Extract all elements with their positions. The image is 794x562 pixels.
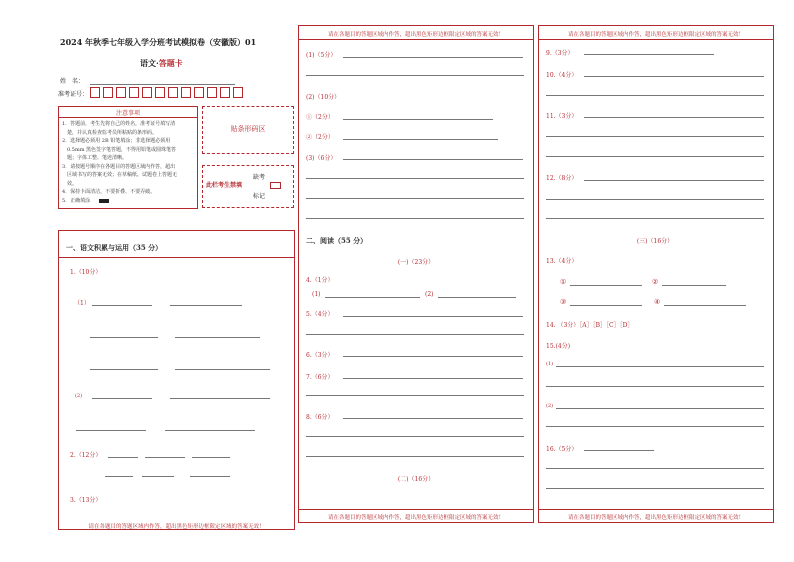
warning-top: 请在各题目的答题区域内作答，超出黑色矩形边框限定区域的答案无效！ — [327, 32, 504, 38]
q6-label: 6.（3分） — [306, 352, 334, 359]
answer-line[interactable] — [546, 136, 764, 137]
answer-line[interactable] — [165, 430, 255, 431]
answer-line[interactable] — [556, 366, 764, 367]
q11-label: 11.（3分） — [546, 113, 578, 120]
q9-label: 9.（3分） — [546, 50, 574, 57]
barcode-label: 贴条形码区 — [230, 125, 266, 133]
part-2-title: (二)（16分） — [397, 476, 435, 483]
answer-line[interactable] — [546, 95, 764, 96]
answer-line[interactable] — [192, 457, 230, 458]
q10-label: 10.（4分） — [546, 72, 578, 79]
note-line: 题；字体工整、笔迹清晰。 — [62, 155, 128, 161]
answer-line[interactable] — [570, 285, 642, 286]
note-line: 效。 — [62, 180, 78, 187]
note-line: 4．保持卡面清洁，不要折叠、不要弄破。 — [62, 189, 156, 195]
q3-label: 3.（13分） — [70, 497, 102, 504]
note-line: 3．请按题号顺序在各题目的答题区域内作答，超出 — [62, 163, 176, 170]
answer-line[interactable] — [306, 456, 524, 457]
answer-line[interactable] — [175, 337, 260, 338]
absent-bottom-label: 标记 — [253, 193, 266, 200]
circle-4-label: ④ — [654, 298, 661, 306]
q1-2-label: (2) — [75, 393, 83, 399]
answer-line[interactable] — [664, 305, 746, 306]
exam-number-label: 准考证号： — [58, 91, 89, 98]
answer-line[interactable] — [343, 119, 493, 120]
answer-line[interactable] — [108, 457, 138, 458]
answer-line[interactable] — [105, 476, 133, 477]
answer-line[interactable] — [306, 75, 524, 76]
answer-line[interactable] — [92, 305, 152, 306]
answer-line[interactable] — [306, 436, 524, 437]
answer-line[interactable] — [170, 398, 270, 399]
answer-line[interactable] — [546, 386, 764, 387]
answer-line[interactable] — [306, 178, 524, 179]
answer-line[interactable] — [175, 369, 270, 370]
q15-label: 15.(4分) — [546, 343, 571, 350]
answer-line[interactable] — [306, 334, 524, 335]
q12-label: 12.（8分） — [546, 175, 578, 182]
sheet-label: 答题卡 — [158, 58, 183, 68]
answer-line[interactable] — [306, 198, 524, 199]
answer-line[interactable] — [546, 156, 764, 157]
q1-1-label: （1） — [74, 300, 90, 307]
answer-line[interactable] — [145, 457, 185, 458]
answer-line[interactable] — [546, 426, 764, 427]
answer-line[interactable] — [343, 159, 523, 160]
answer-line[interactable] — [546, 199, 764, 200]
part-3-title: (三)（16分） — [636, 238, 674, 245]
warning-bottom: 请在各题目的答题区域内作答，超出黑色矩形边框限定区域的答案无效！ — [567, 515, 744, 521]
absent-left-label: 此栏考生禁填 — [206, 182, 243, 189]
circle-1-label: ① — [560, 278, 567, 286]
filled-mark-icon — [99, 199, 109, 203]
section-1-title: 一、语文积累与运用（35 分） — [66, 243, 163, 252]
warning-top: 请在各题目的答题区域内作答，超出黑色矩形边框限定区域的答案无效！ — [567, 32, 744, 38]
answer-line[interactable] — [584, 76, 764, 77]
note-line: 2．选择题必须用 2B 铅笔填涂；非选择题必须用 — [62, 138, 171, 144]
answer-line[interactable] — [343, 356, 523, 357]
answer-line[interactable] — [90, 337, 158, 338]
answer-line[interactable] — [90, 369, 158, 370]
warning-bottom: 请在各题目的答题区域内作答，超出黑色矩形边框限定区域的答案无效！ — [88, 524, 265, 530]
name-label: 姓 名： — [60, 78, 85, 85]
answer-line[interactable] — [190, 476, 230, 477]
answer-line[interactable] — [76, 430, 146, 431]
section-2-title: 二、阅读（55 分） — [306, 236, 368, 245]
absent-top-label: 缺考 — [253, 174, 266, 181]
answer-line[interactable] — [570, 305, 642, 306]
q-b-label: (2)（10分） — [306, 94, 341, 101]
subject-label: 语文 — [140, 58, 156, 68]
q4-2-label: (2) — [425, 291, 434, 298]
q4-1-label: (1) — [312, 291, 321, 298]
answer-line[interactable] — [343, 418, 523, 419]
q-c2-label: ②（2分） — [306, 134, 334, 141]
answer-line[interactable] — [306, 218, 524, 219]
answer-line[interactable] — [343, 378, 523, 379]
answer-line[interactable] — [584, 54, 714, 55]
circle-2-label: ② — [652, 278, 659, 286]
answer-line[interactable] — [662, 285, 726, 286]
notes-title: 注意事项 — [59, 108, 197, 118]
note-line: 区域书写的答案无效；在草稿纸、试题卷上答题无 — [62, 172, 178, 178]
answer-line[interactable] — [584, 180, 764, 181]
q-a-label: (1)（5分） — [306, 52, 337, 59]
answer-line[interactable] — [325, 297, 420, 298]
part-1-title: (一)（23分） — [397, 259, 435, 266]
answer-line[interactable] — [546, 218, 764, 219]
answer-line[interactable] — [343, 316, 523, 317]
answer-line[interactable] — [343, 57, 523, 58]
q-c1-label: ①（2分） — [306, 114, 334, 121]
q13-label: 13.（4分） — [546, 258, 578, 265]
exam-number-grid[interactable] — [90, 87, 240, 98]
warning-bottom: 请在各题目的答题区域内作答，超出黑色矩形边框限定区域的答案无效！ — [327, 515, 504, 521]
subtitle-separator: · — [156, 58, 159, 68]
answer-line[interactable] — [546, 468, 764, 469]
q1-label: 1.（10分） — [70, 269, 102, 276]
q-d-label: (3)（6分） — [306, 155, 337, 162]
q5-label: 5.（4分） — [306, 311, 334, 318]
note-line: 楚，并认真检查监考员所粘贴的条形码。 — [62, 129, 158, 136]
answer-line[interactable] — [438, 297, 516, 298]
page-subtitle — [140, 58, 183, 69]
q15-2-label: (2) — [546, 403, 554, 409]
circle-3-label: ③ — [560, 298, 567, 306]
q15-1-label: (1) — [546, 361, 554, 367]
q8-label: 8.（6分） — [306, 414, 334, 421]
name-field[interactable] — [90, 84, 235, 85]
answer-line[interactable] — [170, 305, 242, 306]
answer-line[interactable] — [306, 395, 524, 396]
absent-mark-box[interactable] — [270, 182, 281, 189]
note-line: 0.5mm 黑色签字笔答题，不得用铅笔或圆珠笔答 — [62, 146, 177, 153]
notes-box — [58, 106, 198, 209]
answer-line[interactable] — [584, 117, 764, 118]
note-line: 5．正确填涂 — [62, 197, 91, 204]
note-line: 1．答题前，考生先将自己的姓名，准考证号填写清 — [62, 121, 176, 127]
answer-line[interactable] — [556, 408, 764, 409]
q7-label: 7.（6分） — [306, 374, 334, 381]
absent-area — [202, 165, 294, 208]
answer-line[interactable] — [142, 476, 174, 477]
q16-label: 16.（5分） — [546, 446, 578, 453]
answer-line[interactable] — [584, 450, 654, 451]
answer-line[interactable] — [546, 488, 764, 489]
barcode-area — [202, 106, 294, 154]
q2-label: 2.（12分） — [70, 452, 102, 459]
page-title: 2024 年秋季七年级入学分班考试模拟卷（安徽版）01 — [60, 37, 257, 47]
q4-label: 4.（1分） — [306, 277, 334, 284]
q14-choices[interactable]: 14. （3分）［A］［B］［C］［D］ — [546, 322, 634, 329]
answer-line[interactable] — [92, 398, 152, 399]
answer-line[interactable] — [343, 139, 498, 140]
